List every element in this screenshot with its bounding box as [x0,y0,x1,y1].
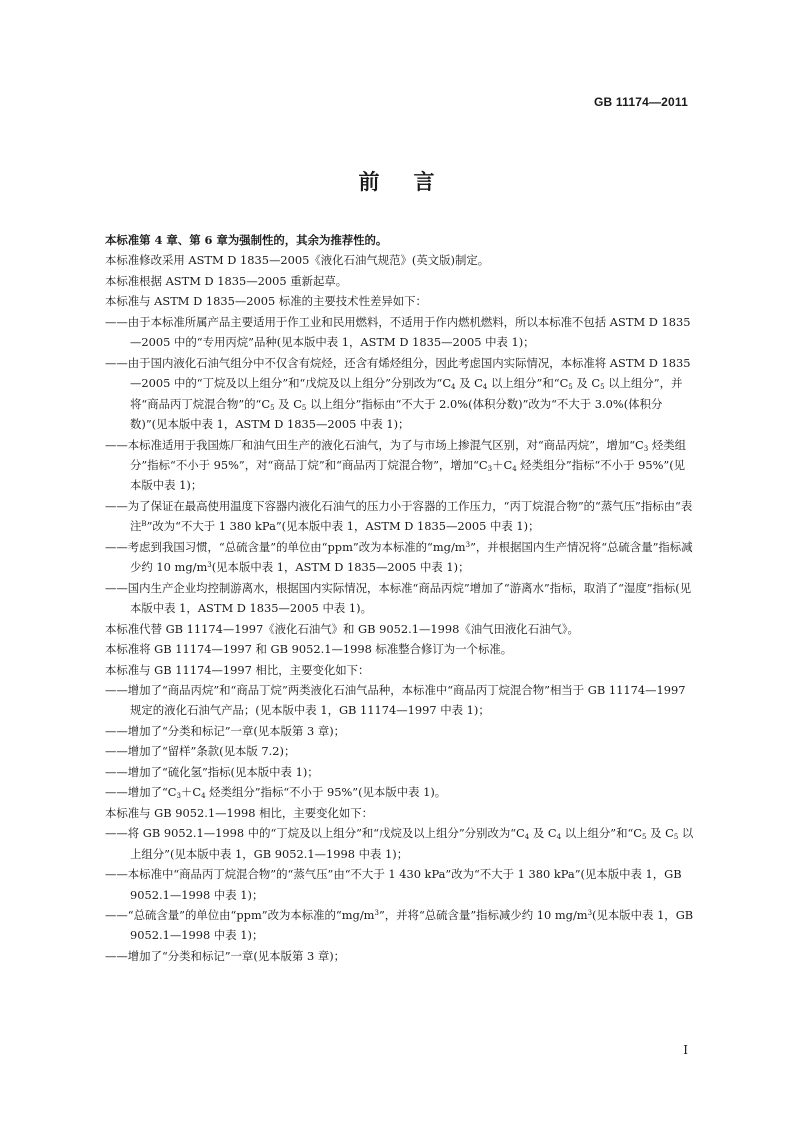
text-run: 以上组分”和“C [561,826,643,841]
superscript: 3 [587,908,593,917]
subscript: 4 [512,464,517,473]
paragraph: 本标准将 GB 11174—1997 和 GB 9052.1—1998 标准整合修订为一个标准。 [105,642,513,657]
text-run: ——考虑到我国习惯，“总硫含量”的单位由“ppm”改为本标准的“mg/m [105,539,466,554]
paragraph: 本标准代替 GB 11174—1997《液化石油气》和 GB 9052.1—1998《油气田液化石油气》。 [105,621,579,636]
paragraph: 本标准与 ASTM D 1835—2005 标准的主要技术性差异如下： [105,294,427,309]
superscript: 3 [374,908,379,917]
subscript: 5 [301,403,307,412]
text-run: ＋C [492,457,513,472]
subscript: 4 [524,833,530,842]
superscript: 3 [207,561,212,570]
list-item: ——增加了“分类和标记”一章(见本版第 3 章)； [105,723,346,738]
text-run: 烃类组分”指标“不小于 95%”，对“商品丁烷”和“商品丙丁烷混合物”，增加“C [130,437,687,472]
text-run: 烃类组分”指标“不小于 95%”(见本版中表 1)； [130,457,686,493]
page-number: Ⅰ [683,1043,688,1057]
list-item [105,496,695,537]
text-run: ——本标准适用于我国炼厂和油气田生产的液化石油气，为了与市场上掺混气区别，对“商品丙烷”，增加“C [105,437,644,452]
standard-number: GB 11174—2011 [593,95,688,109]
paragraph: 本标准与 GB 11174—1997 相比，主要变化如下： [105,662,370,677]
list-item [105,823,695,864]
subscript: 4 [201,792,206,801]
list-item: ——国内生产企业均控制游离水，根据国内实际情况，本标准“商品丙烷”增加了“游离水”指标，取消了“湿度”指标(见本版中表 1，ASTM D 1835—2005 中表 1)。 [105,580,692,616]
subscript: 5 [673,833,679,842]
text-run: 及 C [455,376,483,391]
list-item: ——本标准中“商品丙丁烷混合物”的“蒸气压”由“不大于 1 430 kPa”改为“不大于 1 380 kPa”(见本版中表 1，GB 9052.1—1998 中表 1)； [105,867,682,902]
text-run: 以上组分”和“C [487,376,569,391]
text-run: 以上组分”(见本版中表 1，GB 9052.1—1998 中表 1)； [130,826,694,861]
text-run: ——由于国内液化石油气组分中不仅含有烷烃，还含有烯烃组分，因此考虑国内实际情况，本标准将 ASTM D 1835—2005 中的“丁烷及以上组分”和“戊烷及以上组分”分别改为“C [105,355,691,391]
list-item [105,353,695,435]
paragraph: 本标准根据 ASTM D 1835—2005 重新起草。 [105,273,348,288]
list-item: ——增加了“商品丙烷”和“商品丁烷”两类液化石油气品种，本标准中“商品丙丁烷混合物”相当于 GB 11174—1997 规定的液化石油气产品；(见本版中表 1，GB 11174—1997 中表 1)； [105,682,686,718]
text-run: ——“总硫含量”的单位由“ppm”改为本标准的“mg/m [105,907,375,922]
text-run: ”改为“不大于 1 380 kPa”(见本版中表 1，ASTM D 1835—2005 中表 1)； [146,519,540,534]
text-run: 以上组分”指标由“不大于 2.0%(体积分数)”改为“不大于 3.0%(体积分数)”(见本版中表 1，ASTM D 1835—2005 中表 1)； [130,396,663,432]
subscript: 5 [600,383,605,392]
subscript: 4 [482,383,488,392]
text-run: 以上组分”，并将“商品丙丁烷混合物”的“C [130,376,683,411]
text-run: ”，并根据国内生产情况将“总硫含量”指标减少约 10 mg/m [130,539,693,575]
text-run: ＋C [180,785,202,800]
subscript: 5 [568,383,573,392]
paragraph: 本标准第 4 章、第 6 章为强制性的，其余为推荐性的。 [105,233,388,247]
subscript: 4 [556,833,562,842]
subscript: 3 [176,792,181,801]
list-item [105,537,695,578]
text-run: 及 C [572,376,601,391]
text-run: 及 C [646,826,674,841]
list-item [105,905,695,946]
text-run: ——为了保证在最高使用温度下容器内液化石油气的压力小于容器的工作压力，“丙丁烷混合物”的“蒸气压”指标由“表注 [105,498,693,534]
text-run: 烃类组分”指标“不小于 95%”(见本版中表 1)。 [205,785,447,800]
page-title: 前言 [358,169,469,194]
superscript: 3 [465,540,471,549]
text-run: 及 C [529,826,557,841]
text-run: ——增加了“C [105,785,177,800]
text-run: (见本版中表 1，ASTM D 1835—2005 中表 1)； [211,560,470,575]
list-item: ——增加了“留样”条款(见本版 7.2)； [105,744,296,759]
subscript: 4 [451,383,456,392]
paragraph: 本标准与 GB 9052.1—1998 相比，主要变化如下： [105,805,374,820]
paragraph: 本标准修改采用 ASTM D 1835—2005《液化石油气规范》(英文版)制定。 [105,253,490,268]
list-item: ——增加了“分类和标记”一章(见本版第 3 章)； [105,948,346,963]
list-item: ——由于本标准所属产品主要适用于作工业和民用燃料，不适用于作内燃机燃料，所以本标准不包括 ASTM D 1835—2005 中的“专用丙烷”品种(见本版中表 1，ASTM D 1835—2005 中表 1)； [105,314,691,350]
text-run: 及 C [274,396,302,411]
text-run: ”，并将“总硫含量”指标减少约 10 mg/m [378,907,588,922]
text-run: ——将 GB 9052.1—1998 中的“丁烷及以上组分”和“戊烷及以上组分”分别改为“C [105,826,525,841]
subscript: 5 [642,833,647,842]
superscript: B [141,520,147,529]
subscript: 5 [270,403,275,412]
text-run: (见本版中表 1，GB 9052.1—1998 中表 1)； [130,907,694,943]
foreword-body [105,230,695,966]
list-item: ——增加了“硫化氢”指标(见本版中表 1)； [105,764,319,779]
subscript: 3 [487,464,493,473]
list-item [105,782,695,802]
subscript: 3 [643,444,649,453]
list-item [105,435,695,496]
